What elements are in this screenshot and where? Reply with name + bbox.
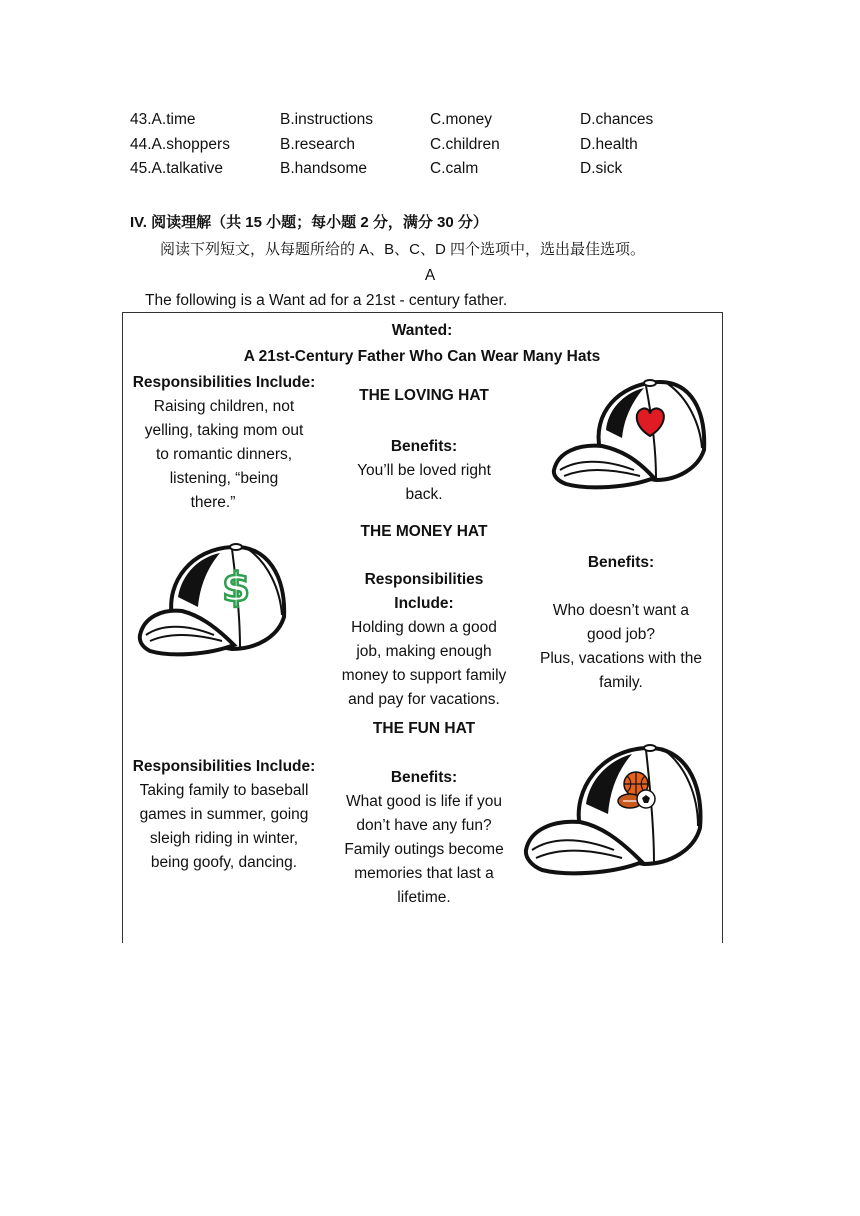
loving-resp-line: listening, “being [169,470,279,487]
option-d: D.sick [580,160,623,177]
option-b: B.instructions [280,111,374,128]
money-resp-line: money to support family [341,667,507,684]
fun-benefits-line: lifetime. [397,889,451,906]
loving-resp-line: to romantic dinners, [155,446,293,463]
fun-benefits-line: memories that last a [354,865,494,882]
section-instruction: 阅读下列短文，从每题所给的 A、B、C、D 四个选项中，选出最佳选项。 [160,241,646,258]
passage-letter: A [424,267,436,284]
loving-benefits-line: You’ll be loved right [357,462,491,479]
options-row-43 [130,108,730,132]
loving-resp-line: Raising children, not [153,398,295,415]
dollar-icon [222,565,250,611]
loving-benefits-line: back. [405,486,443,503]
soccer-ball-icon [637,790,655,808]
fun-benefits-line: Family outings become [344,841,504,858]
loving-hat-title: THE LOVING HAT [359,387,489,404]
money-benefits-line: Plus, vacations with the [540,650,702,667]
money-resp-line: and pay for vacations. [348,691,500,708]
loving-resp-heading: Responsibilities Include: [132,374,316,391]
fun-benefits-line: don’t have any fun? [356,817,492,834]
money-benefits-line: Who doesn’t want a [552,602,690,619]
money-resp-heading: Responsibilities [364,571,484,588]
fun-benefits-heading: Benefits: [390,769,458,786]
fun-hat-title: THE FUN HAT [372,720,476,737]
fun-cap-image [522,740,706,880]
loving-hat-middle [328,384,520,507]
option-a: 45.A.talkative [130,160,224,177]
money-benefits-line: family. [599,674,643,691]
money-cap-image [136,541,296,661]
loving-benefits-heading: Benefits: [390,438,458,455]
money-benefits-heading: Benefits: [587,554,655,571]
options-row-44 [130,133,730,157]
fun-resp-line: Taking family to baseball [139,782,309,799]
fun-resp-line: sleigh riding in winter, [149,830,299,847]
fun-resp-line: being goofy, dancing. [150,854,298,871]
ad-wanted: Wanted: [391,322,453,339]
fun-resp-line: games in summer, going [139,806,309,823]
loving-resp-line: yelling, taking mom out [144,422,304,439]
money-resp-heading: Include: [394,595,454,612]
fun-benefits [328,766,520,910]
loving-cap-image [548,378,708,494]
money-resp-line: Holding down a good [351,619,497,636]
option-b: B.handsome [280,160,368,177]
loving-resp-line: there.” [190,494,236,511]
option-c: C.money [430,111,493,128]
cap-heart-icon [548,378,708,494]
option-a: 44.A.shoppers [130,136,230,153]
svg-text:$: $ [222,565,250,611]
option-d: D.health [580,136,638,153]
option-c: C.calm [430,160,479,177]
passage-intro: The following is a Want ad for a 21st - century father. [145,292,508,309]
cap-sports-balls-icon [522,740,706,880]
option-b: B.research [280,136,355,153]
loving-responsibilities [128,371,320,515]
section-title: IV. 阅读理解（共 15 小题；每小题 2 分，满分 30 分） [130,214,488,231]
fun-benefits-line: What good is life if you [346,793,502,810]
cap-dollar-icon [136,541,296,661]
money-benefits [528,551,714,695]
option-c: C.children [430,136,500,153]
money-benefits-line: good job? [586,626,656,643]
option-d: D.chances [580,111,654,128]
money-responsibilities [328,568,520,712]
money-hat-title: THE MONEY HAT [360,523,488,540]
ad-subtitle: A 21st-Century Father Who Can Wear Many Hats [243,348,601,365]
money-resp-line: job, making enough [356,643,492,660]
option-a: 43.A.time [130,111,196,128]
fun-resp-heading: Responsibilities Include: [132,758,316,775]
options-row-45 [130,157,730,181]
fun-responsibilities [128,755,320,875]
